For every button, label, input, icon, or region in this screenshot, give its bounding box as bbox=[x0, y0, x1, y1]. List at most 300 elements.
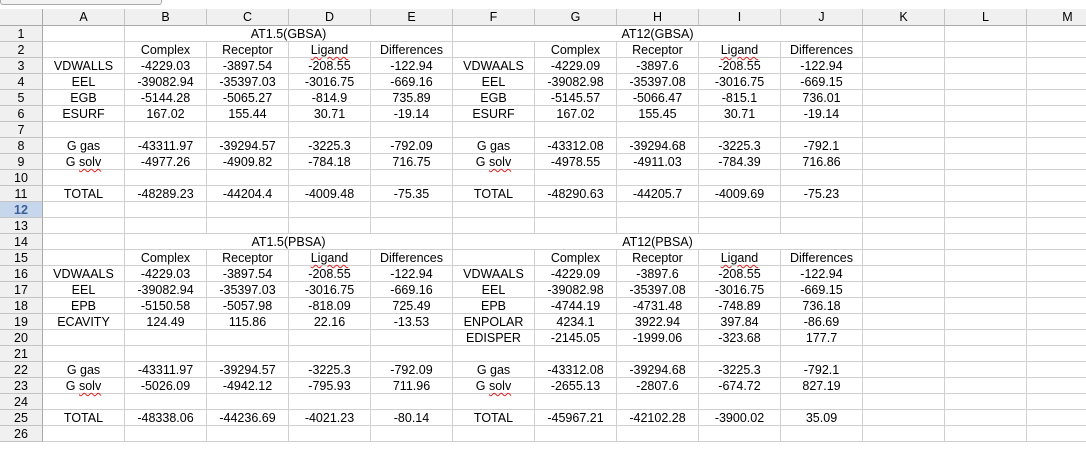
cell-D7[interactable] bbox=[289, 122, 371, 138]
cell-I16[interactable]: -208.55 bbox=[699, 266, 781, 282]
cell-K7[interactable] bbox=[863, 122, 945, 138]
cell-H3[interactable]: -3897.6 bbox=[617, 58, 699, 74]
cell-C7[interactable] bbox=[207, 122, 289, 138]
cell-H17[interactable]: -35397.08 bbox=[617, 282, 699, 298]
cell-G4[interactable]: -39082.98 bbox=[535, 74, 617, 90]
cell-L21[interactable] bbox=[945, 346, 1027, 362]
cell-I6[interactable]: 30.71 bbox=[699, 106, 781, 122]
cell-D24[interactable] bbox=[289, 394, 371, 410]
row-header-15[interactable]: 15 bbox=[0, 250, 43, 266]
cell-D2[interactable] bbox=[289, 42, 371, 58]
cell-H13[interactable] bbox=[617, 218, 699, 234]
row-header-14[interactable]: 14 bbox=[0, 234, 43, 250]
cell-C9[interactable]: -4909.82 bbox=[207, 154, 289, 170]
column-header-a[interactable]: A bbox=[43, 9, 125, 26]
cell-A6[interactable]: ESURF bbox=[43, 106, 125, 122]
cell-K14[interactable] bbox=[863, 234, 945, 250]
cell-C17[interactable]: -35397.03 bbox=[207, 282, 289, 298]
cell-B19[interactable]: 124.49 bbox=[125, 314, 207, 330]
cell-B22[interactable]: -43311.97 bbox=[125, 362, 207, 378]
cell-I22[interactable]: -3225.3 bbox=[699, 362, 781, 378]
cell-G15[interactable]: Complex bbox=[535, 250, 617, 266]
cell-B16[interactable]: -4229.03 bbox=[125, 266, 207, 282]
cell-G9[interactable]: -4978.55 bbox=[535, 154, 617, 170]
cell-I7[interactable] bbox=[699, 122, 781, 138]
cell-E13[interactable] bbox=[371, 218, 453, 234]
cell-M2[interactable] bbox=[1027, 42, 1086, 58]
cell-A22[interactable]: G gas bbox=[43, 362, 125, 378]
cell-E19[interactable]: -13.53 bbox=[371, 314, 453, 330]
cell-C24[interactable] bbox=[207, 394, 289, 410]
cell-I20[interactable]: -323.68 bbox=[699, 330, 781, 346]
row-header-2[interactable]: 2 bbox=[0, 42, 43, 58]
cell-A3[interactable]: VDWALLS bbox=[43, 58, 125, 74]
cell-G11[interactable]: -48290.63 bbox=[535, 186, 617, 202]
cell-K22[interactable] bbox=[863, 362, 945, 378]
row-header-3[interactable]: 3 bbox=[0, 58, 43, 74]
cell-C11[interactable]: -44204.4 bbox=[207, 186, 289, 202]
cell-F21[interactable] bbox=[453, 346, 535, 362]
cell-M23[interactable] bbox=[1027, 378, 1086, 394]
cell-L18[interactable] bbox=[945, 298, 1027, 314]
merged-title-cell[interactable]: AT12(PBSA) bbox=[453, 234, 863, 250]
cell-J26[interactable] bbox=[781, 426, 863, 442]
cell-C21[interactable] bbox=[207, 346, 289, 362]
cell-F16[interactable]: VDWAALS bbox=[453, 266, 535, 282]
column-header-h[interactable]: H bbox=[617, 9, 699, 26]
cell-B5[interactable]: -5144.28 bbox=[125, 90, 207, 106]
cell-A13[interactable] bbox=[43, 218, 125, 234]
cell-M21[interactable] bbox=[1027, 346, 1086, 362]
cell-B6[interactable]: 167.02 bbox=[125, 106, 207, 122]
cell-L13[interactable] bbox=[945, 218, 1027, 234]
cell-C20[interactable] bbox=[207, 330, 289, 346]
row-header-13[interactable]: 13 bbox=[0, 218, 43, 234]
cell-A14[interactable] bbox=[43, 234, 125, 250]
cell-M24[interactable] bbox=[1027, 394, 1086, 410]
cell-K12[interactable] bbox=[863, 202, 945, 218]
cell-D22[interactable]: -3225.3 bbox=[289, 362, 371, 378]
cell-D8[interactable]: -3225.3 bbox=[289, 138, 371, 154]
row-header-25[interactable]: 25 bbox=[0, 410, 43, 426]
cell-H12[interactable] bbox=[617, 202, 699, 218]
cell-K6[interactable] bbox=[863, 106, 945, 122]
cell-F2[interactable] bbox=[453, 42, 535, 58]
cell-D18[interactable]: -818.09 bbox=[289, 298, 371, 314]
cell-A17[interactable]: EEL bbox=[43, 282, 125, 298]
row-header-4[interactable]: 4 bbox=[0, 74, 43, 90]
cell-F19[interactable]: ENPOLAR bbox=[453, 314, 535, 330]
cell-K11[interactable] bbox=[863, 186, 945, 202]
cell-F3[interactable]: VDWAALS bbox=[453, 58, 535, 74]
cell-A4[interactable]: EEL bbox=[43, 74, 125, 90]
cell-A7[interactable] bbox=[43, 122, 125, 138]
cell-L5[interactable] bbox=[945, 90, 1027, 106]
cell-K1[interactable] bbox=[863, 26, 945, 42]
cell-A16[interactable]: VDWAALS bbox=[43, 266, 125, 282]
cell-F4[interactable]: EEL bbox=[453, 74, 535, 90]
merged-title-cell[interactable]: AT1.5(GBSA) bbox=[125, 26, 453, 42]
row-header-21[interactable]: 21 bbox=[0, 346, 43, 362]
cell-H25[interactable]: -42102.28 bbox=[617, 410, 699, 426]
cell-J17[interactable]: -669.15 bbox=[781, 282, 863, 298]
cell-M26[interactable] bbox=[1027, 426, 1086, 442]
cell-L10[interactable] bbox=[945, 170, 1027, 186]
cell-E2[interactable]: Differences bbox=[371, 42, 453, 58]
cell-K4[interactable] bbox=[863, 74, 945, 90]
cell-A11[interactable]: TOTAL bbox=[43, 186, 125, 202]
cell-A21[interactable] bbox=[43, 346, 125, 362]
cell-A12[interactable] bbox=[43, 202, 125, 218]
cell-A18[interactable]: EPB bbox=[43, 298, 125, 314]
cell-D9[interactable]: -784.18 bbox=[289, 154, 371, 170]
cell-M10[interactable] bbox=[1027, 170, 1086, 186]
cell-E4[interactable]: -669.16 bbox=[371, 74, 453, 90]
cell-J6[interactable]: -19.14 bbox=[781, 106, 863, 122]
cell-C23[interactable]: -4942.12 bbox=[207, 378, 289, 394]
cell-I4[interactable]: -3016.75 bbox=[699, 74, 781, 90]
cell-J18[interactable]: 736.18 bbox=[781, 298, 863, 314]
name-box-edge[interactable] bbox=[0, 0, 162, 5]
cell-K17[interactable] bbox=[863, 282, 945, 298]
cell-D12[interactable] bbox=[289, 202, 371, 218]
cell-H21[interactable] bbox=[617, 346, 699, 362]
cell-H5[interactable]: -5066.47 bbox=[617, 90, 699, 106]
cell-H16[interactable]: -3897.6 bbox=[617, 266, 699, 282]
cell-M9[interactable] bbox=[1027, 154, 1086, 170]
cell-F15[interactable] bbox=[453, 250, 535, 266]
cell-L6[interactable] bbox=[945, 106, 1027, 122]
cell-E10[interactable] bbox=[371, 170, 453, 186]
cell-H22[interactable]: -39294.68 bbox=[617, 362, 699, 378]
cell-E22[interactable]: -792.09 bbox=[371, 362, 453, 378]
cell-L23[interactable] bbox=[945, 378, 1027, 394]
row-header-16[interactable]: 16 bbox=[0, 266, 43, 282]
cell-E8[interactable]: -792.09 bbox=[371, 138, 453, 154]
cell-G20[interactable]: -2145.05 bbox=[535, 330, 617, 346]
cell-M20[interactable] bbox=[1027, 330, 1086, 346]
cell-H18[interactable]: -4731.48 bbox=[617, 298, 699, 314]
cell-L17[interactable] bbox=[945, 282, 1027, 298]
cell-D15[interactable] bbox=[289, 250, 371, 266]
row-header-18[interactable]: 18 bbox=[0, 298, 43, 314]
cell-J10[interactable] bbox=[781, 170, 863, 186]
row-header-23[interactable]: 23 bbox=[0, 378, 43, 394]
cell-B10[interactable] bbox=[125, 170, 207, 186]
cell-I15[interactable] bbox=[699, 250, 781, 266]
cell-B2[interactable]: Complex bbox=[125, 42, 207, 58]
row-header-10[interactable]: 10 bbox=[0, 170, 43, 186]
cell-K2[interactable] bbox=[863, 42, 945, 58]
cell-H2[interactable]: Receptor bbox=[617, 42, 699, 58]
cell-E9[interactable]: 716.75 bbox=[371, 154, 453, 170]
cell-C22[interactable]: -39294.57 bbox=[207, 362, 289, 378]
cell-I25[interactable]: -3900.02 bbox=[699, 410, 781, 426]
cell-H15[interactable]: Receptor bbox=[617, 250, 699, 266]
cell-G7[interactable] bbox=[535, 122, 617, 138]
cell-J13[interactable] bbox=[781, 218, 863, 234]
cell-K19[interactable] bbox=[863, 314, 945, 330]
cell-G26[interactable] bbox=[535, 426, 617, 442]
cell-K10[interactable] bbox=[863, 170, 945, 186]
cell-G6[interactable]: 167.02 bbox=[535, 106, 617, 122]
cell-M14[interactable] bbox=[1027, 234, 1086, 250]
cell-I5[interactable]: -815.1 bbox=[699, 90, 781, 106]
merged-title-cell[interactable]: AT1.5(PBSA) bbox=[125, 234, 453, 250]
cell-M11[interactable] bbox=[1027, 186, 1086, 202]
cell-L20[interactable] bbox=[945, 330, 1027, 346]
cell-M19[interactable] bbox=[1027, 314, 1086, 330]
cell-J2[interactable]: Differences bbox=[781, 42, 863, 58]
cell-F26[interactable] bbox=[453, 426, 535, 442]
row-header-22[interactable]: 22 bbox=[0, 362, 43, 378]
cell-E21[interactable] bbox=[371, 346, 453, 362]
cell-I8[interactable]: -3225.3 bbox=[699, 138, 781, 154]
cell-C5[interactable]: -5065.27 bbox=[207, 90, 289, 106]
cell-J25[interactable]: 35.09 bbox=[781, 410, 863, 426]
cell-A25[interactable]: TOTAL bbox=[43, 410, 125, 426]
cell-I11[interactable]: -4009.69 bbox=[699, 186, 781, 202]
cell-C3[interactable]: -3897.54 bbox=[207, 58, 289, 74]
cell-L4[interactable] bbox=[945, 74, 1027, 90]
row-header-9[interactable]: 9 bbox=[0, 154, 43, 170]
cell-A26[interactable] bbox=[43, 426, 125, 442]
cell-B4[interactable]: -39082.94 bbox=[125, 74, 207, 90]
cell-D10[interactable] bbox=[289, 170, 371, 186]
cell-L14[interactable] bbox=[945, 234, 1027, 250]
cell-H26[interactable] bbox=[617, 426, 699, 442]
row-header-20[interactable]: 20 bbox=[0, 330, 43, 346]
row-header-6[interactable]: 6 bbox=[0, 106, 43, 122]
cell-D13[interactable] bbox=[289, 218, 371, 234]
cell-L12[interactable] bbox=[945, 202, 1027, 218]
row-header-26[interactable]: 26 bbox=[0, 426, 43, 442]
cell-E17[interactable]: -669.16 bbox=[371, 282, 453, 298]
cell-A2[interactable] bbox=[43, 42, 125, 58]
cell-H20[interactable]: -1999.06 bbox=[617, 330, 699, 346]
cell-C13[interactable] bbox=[207, 218, 289, 234]
cell-F25[interactable]: TOTAL bbox=[453, 410, 535, 426]
cell-G24[interactable] bbox=[535, 394, 617, 410]
cell-J3[interactable]: -122.94 bbox=[781, 58, 863, 74]
cell-F12[interactable] bbox=[453, 202, 535, 218]
cell-I12[interactable] bbox=[699, 202, 781, 218]
cell-D5[interactable]: -814.9 bbox=[289, 90, 371, 106]
cell-H9[interactable]: -4911.03 bbox=[617, 154, 699, 170]
cell-B11[interactable]: -48289.23 bbox=[125, 186, 207, 202]
cell-K15[interactable] bbox=[863, 250, 945, 266]
cell-B21[interactable] bbox=[125, 346, 207, 362]
cell-H11[interactable]: -44205.7 bbox=[617, 186, 699, 202]
column-header-b[interactable]: B bbox=[125, 9, 207, 26]
cell-G2[interactable]: Complex bbox=[535, 42, 617, 58]
cell-D3[interactable]: -208.55 bbox=[289, 58, 371, 74]
cell-L8[interactable] bbox=[945, 138, 1027, 154]
cell-E26[interactable] bbox=[371, 426, 453, 442]
cell-C26[interactable] bbox=[207, 426, 289, 442]
cell-L1[interactable] bbox=[945, 26, 1027, 42]
cell-G8[interactable]: -43312.08 bbox=[535, 138, 617, 154]
cell-G21[interactable] bbox=[535, 346, 617, 362]
cell-K26[interactable] bbox=[863, 426, 945, 442]
cell-F7[interactable] bbox=[453, 122, 535, 138]
cell-K24[interactable] bbox=[863, 394, 945, 410]
row-header-17[interactable]: 17 bbox=[0, 282, 43, 298]
row-header-12[interactable]: 12 bbox=[0, 202, 43, 218]
cell-L19[interactable] bbox=[945, 314, 1027, 330]
column-header-e[interactable]: E bbox=[371, 9, 453, 26]
cell-H7[interactable] bbox=[617, 122, 699, 138]
row-header-19[interactable]: 19 bbox=[0, 314, 43, 330]
cell-E6[interactable]: -19.14 bbox=[371, 106, 453, 122]
cell-I10[interactable] bbox=[699, 170, 781, 186]
cell-D19[interactable]: 22.16 bbox=[289, 314, 371, 330]
cell-M1[interactable] bbox=[1027, 26, 1086, 42]
cell-L9[interactable] bbox=[945, 154, 1027, 170]
column-header-k[interactable]: K bbox=[863, 9, 945, 26]
cell-A8[interactable]: G gas bbox=[43, 138, 125, 154]
cell-H19[interactable]: 3922.94 bbox=[617, 314, 699, 330]
column-header-g[interactable]: G bbox=[535, 9, 617, 26]
cell-F11[interactable]: TOTAL bbox=[453, 186, 535, 202]
cell-B24[interactable] bbox=[125, 394, 207, 410]
cell-M15[interactable] bbox=[1027, 250, 1086, 266]
cell-H23[interactable]: -2807.6 bbox=[617, 378, 699, 394]
cell-L7[interactable] bbox=[945, 122, 1027, 138]
cell-D20[interactable] bbox=[289, 330, 371, 346]
cell-J20[interactable]: 177.7 bbox=[781, 330, 863, 346]
merged-title-cell[interactable]: AT12(GBSA) bbox=[453, 26, 863, 42]
cell-M13[interactable] bbox=[1027, 218, 1086, 234]
cell-A9[interactable] bbox=[43, 154, 125, 170]
cell-D16[interactable]: -208.55 bbox=[289, 266, 371, 282]
cell-E11[interactable]: -75.35 bbox=[371, 186, 453, 202]
cell-H24[interactable] bbox=[617, 394, 699, 410]
cell-J23[interactable]: 827.19 bbox=[781, 378, 863, 394]
cell-E5[interactable]: 735.89 bbox=[371, 90, 453, 106]
cell-D17[interactable]: -3016.75 bbox=[289, 282, 371, 298]
cell-C2[interactable]: Receptor bbox=[207, 42, 289, 58]
cell-B20[interactable] bbox=[125, 330, 207, 346]
cell-H10[interactable] bbox=[617, 170, 699, 186]
cell-C12[interactable] bbox=[207, 202, 289, 218]
cell-F20[interactable]: EDISPER bbox=[453, 330, 535, 346]
cell-J15[interactable]: Differences bbox=[781, 250, 863, 266]
cell-A1[interactable] bbox=[43, 26, 125, 42]
cell-K23[interactable] bbox=[863, 378, 945, 394]
cell-G17[interactable]: -39082.98 bbox=[535, 282, 617, 298]
cell-K5[interactable] bbox=[863, 90, 945, 106]
cell-J5[interactable]: 736.01 bbox=[781, 90, 863, 106]
cell-E23[interactable]: 711.96 bbox=[371, 378, 453, 394]
cell-B26[interactable] bbox=[125, 426, 207, 442]
cell-L15[interactable] bbox=[945, 250, 1027, 266]
cell-C25[interactable]: -44236.69 bbox=[207, 410, 289, 426]
cell-B15[interactable]: Complex bbox=[125, 250, 207, 266]
cell-L16[interactable] bbox=[945, 266, 1027, 282]
cell-D4[interactable]: -3016.75 bbox=[289, 74, 371, 90]
cell-L24[interactable] bbox=[945, 394, 1027, 410]
cell-A20[interactable] bbox=[43, 330, 125, 346]
cell-F18[interactable]: EPB bbox=[453, 298, 535, 314]
cell-C6[interactable]: 155.44 bbox=[207, 106, 289, 122]
cell-D11[interactable]: -4009.48 bbox=[289, 186, 371, 202]
cell-J22[interactable]: -792.1 bbox=[781, 362, 863, 378]
cell-F13[interactable] bbox=[453, 218, 535, 234]
cell-M25[interactable] bbox=[1027, 410, 1086, 426]
cell-D6[interactable]: 30.71 bbox=[289, 106, 371, 122]
column-header-f[interactable]: F bbox=[453, 9, 535, 26]
cell-K9[interactable] bbox=[863, 154, 945, 170]
cell-M22[interactable] bbox=[1027, 362, 1086, 378]
cell-B13[interactable] bbox=[125, 218, 207, 234]
column-header-j[interactable]: J bbox=[781, 9, 863, 26]
column-header-c[interactable]: C bbox=[207, 9, 289, 26]
cell-M12[interactable] bbox=[1027, 202, 1086, 218]
cell-G22[interactable]: -43312.08 bbox=[535, 362, 617, 378]
row-header-11[interactable]: 11 bbox=[0, 186, 43, 202]
cell-B12[interactable] bbox=[125, 202, 207, 218]
cell-K16[interactable] bbox=[863, 266, 945, 282]
cell-M3[interactable] bbox=[1027, 58, 1086, 74]
cell-E3[interactable]: -122.94 bbox=[371, 58, 453, 74]
cell-L11[interactable] bbox=[945, 186, 1027, 202]
column-header-m[interactable]: M bbox=[1027, 9, 1086, 26]
cell-I9[interactable]: -784.39 bbox=[699, 154, 781, 170]
cell-M6[interactable] bbox=[1027, 106, 1086, 122]
cell-B7[interactable] bbox=[125, 122, 207, 138]
cell-I3[interactable]: -208.55 bbox=[699, 58, 781, 74]
cell-E16[interactable]: -122.94 bbox=[371, 266, 453, 282]
cell-C16[interactable]: -3897.54 bbox=[207, 266, 289, 282]
column-header-d[interactable]: D bbox=[289, 9, 371, 26]
cell-F22[interactable]: G gas bbox=[453, 362, 535, 378]
cell-H6[interactable]: 155.45 bbox=[617, 106, 699, 122]
cell-M4[interactable] bbox=[1027, 74, 1086, 90]
cell-E7[interactable] bbox=[371, 122, 453, 138]
row-header-5[interactable]: 5 bbox=[0, 90, 43, 106]
cell-D25[interactable]: -4021.23 bbox=[289, 410, 371, 426]
cell-G19[interactable]: 4234.1 bbox=[535, 314, 617, 330]
cell-C4[interactable]: -35397.03 bbox=[207, 74, 289, 90]
cell-I13[interactable] bbox=[699, 218, 781, 234]
cell-E20[interactable] bbox=[371, 330, 453, 346]
cell-G5[interactable]: -5145.57 bbox=[535, 90, 617, 106]
cell-I24[interactable] bbox=[699, 394, 781, 410]
cell-L22[interactable] bbox=[945, 362, 1027, 378]
cell-A10[interactable] bbox=[43, 170, 125, 186]
cell-K21[interactable] bbox=[863, 346, 945, 362]
cell-F17[interactable]: EEL bbox=[453, 282, 535, 298]
cell-D21[interactable] bbox=[289, 346, 371, 362]
row-header-1[interactable]: 1 bbox=[0, 26, 43, 42]
cell-H8[interactable]: -39294.68 bbox=[617, 138, 699, 154]
row-header-8[interactable]: 8 bbox=[0, 138, 43, 154]
cell-K13[interactable] bbox=[863, 218, 945, 234]
spreadsheet-grid[interactable] bbox=[0, 9, 1086, 459]
cell-G16[interactable]: -4229.09 bbox=[535, 266, 617, 282]
column-header-i[interactable]: I bbox=[699, 9, 781, 26]
cell-I18[interactable]: -748.89 bbox=[699, 298, 781, 314]
cell-C8[interactable]: -39294.57 bbox=[207, 138, 289, 154]
cell-B3[interactable]: -4229.03 bbox=[125, 58, 207, 74]
cell-K8[interactable] bbox=[863, 138, 945, 154]
row-header-24[interactable]: 24 bbox=[0, 394, 43, 410]
cell-G18[interactable]: -4744.19 bbox=[535, 298, 617, 314]
cell-K20[interactable] bbox=[863, 330, 945, 346]
cell-I21[interactable] bbox=[699, 346, 781, 362]
cell-J7[interactable] bbox=[781, 122, 863, 138]
